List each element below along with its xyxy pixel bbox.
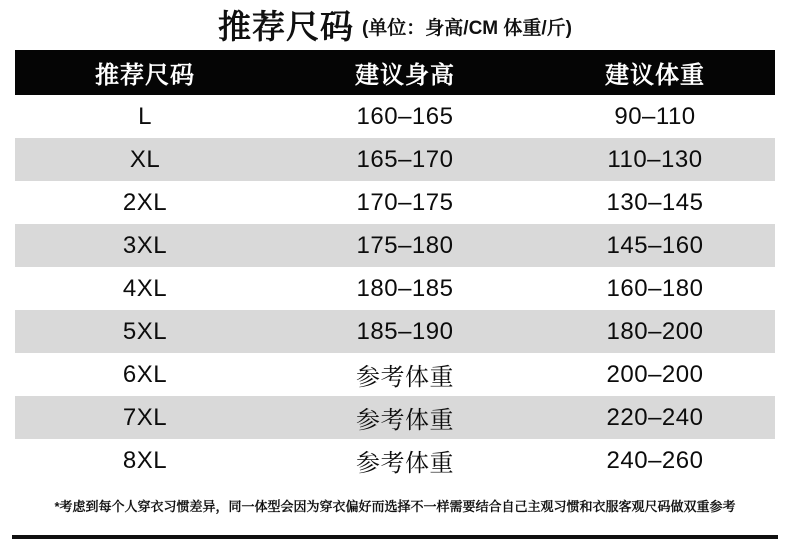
page-title xyxy=(0,0,790,48)
weight-cell: 110–130 xyxy=(607,145,703,173)
height-cell: 170–175 xyxy=(356,188,454,216)
table-row xyxy=(15,95,775,138)
bottom-divider xyxy=(12,535,778,539)
height-cell: 160–165 xyxy=(356,102,454,130)
size-cell: 2XL xyxy=(122,188,168,216)
size-cell: 7XL xyxy=(122,403,168,431)
table-row xyxy=(15,439,775,482)
page-title-units: (单位：身高/CM 体重/斤) xyxy=(361,17,573,39)
height-cell: 参考体重 xyxy=(356,407,454,434)
size-cell: XL xyxy=(129,145,161,173)
size-cell: 8XL xyxy=(122,446,168,474)
table-row xyxy=(15,138,775,181)
size-cell: 5XL xyxy=(122,317,168,345)
table-row xyxy=(15,181,775,224)
size-cell: 6XL xyxy=(122,360,168,388)
page-title-text: 推荐尺码 xyxy=(217,7,354,45)
table-row xyxy=(15,396,775,439)
table-header-height: 建议身高 xyxy=(355,62,455,89)
table-row xyxy=(15,310,775,353)
height-cell: 185–190 xyxy=(356,317,454,345)
weight-cell: 90–110 xyxy=(614,102,696,130)
height-cell: 165–170 xyxy=(356,145,454,173)
table-body xyxy=(15,95,775,482)
weight-cell: 240–260 xyxy=(606,446,704,474)
weight-cell: 130–145 xyxy=(606,188,704,216)
weight-cell: 180–200 xyxy=(606,317,704,345)
size-cell: 3XL xyxy=(122,231,168,259)
height-cell: 180–185 xyxy=(356,274,454,302)
weight-cell: 200–200 xyxy=(606,360,704,388)
height-cell: 175–180 xyxy=(356,231,454,259)
size-chart-table xyxy=(15,50,775,482)
size-cell: 4XL xyxy=(122,274,168,302)
disclaimer-note: *考虑到每个人穿衣习惯差异，同一体型会因为穿衣偏好而选择不一样需要结合自己主观习惯和衣服客观尺码做双重参考 xyxy=(54,499,736,514)
table-header-weight: 建议体重 xyxy=(605,62,705,89)
table-row xyxy=(15,267,775,310)
table-header-row xyxy=(15,50,775,95)
table-row xyxy=(15,353,775,396)
height-cell: 参考体重 xyxy=(356,450,454,477)
height-cell: 参考体重 xyxy=(356,364,454,391)
weight-cell: 220–240 xyxy=(606,403,704,431)
table-row xyxy=(15,224,775,267)
weight-cell: 145–160 xyxy=(606,231,704,259)
table-header-size: 推荐尺码 xyxy=(95,62,195,89)
weight-cell: 160–180 xyxy=(606,274,704,302)
size-cell: L xyxy=(138,102,152,130)
